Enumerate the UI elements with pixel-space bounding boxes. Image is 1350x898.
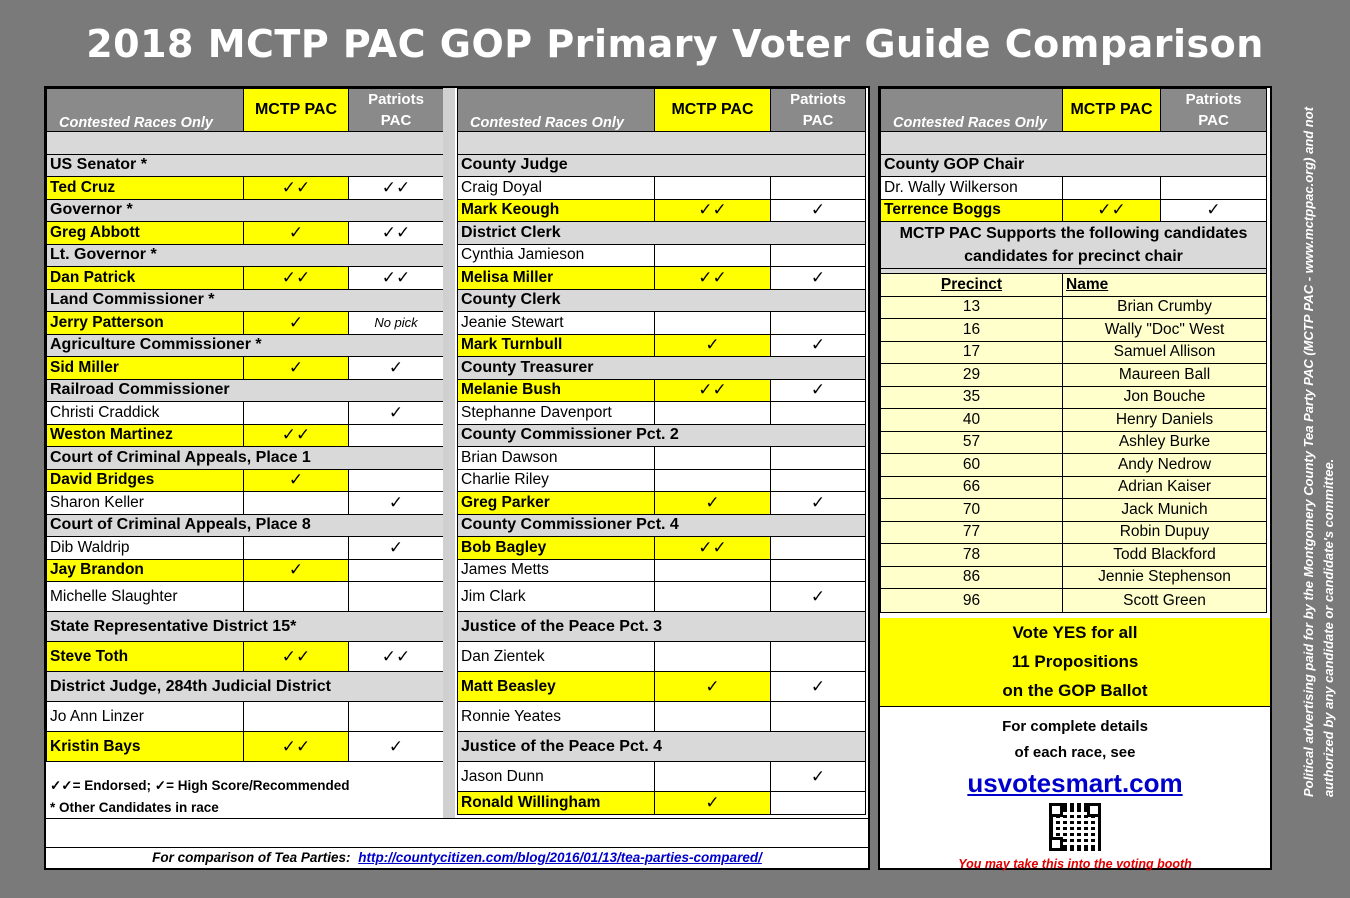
candidate-name: Jerry Patterson	[47, 312, 244, 335]
precinct-row	[881, 364, 1267, 387]
mctp-pick: ✓	[244, 559, 349, 582]
candidate-row	[47, 312, 444, 335]
header-patriots-pac	[349, 89, 444, 132]
precinct-number: 86	[881, 566, 1063, 589]
candidate-row	[458, 582, 866, 612]
mctp-pick	[244, 702, 349, 732]
race-title: County Treasurer	[458, 357, 866, 380]
patriots-pick	[349, 469, 444, 492]
mctp-pick: ✓✓	[655, 199, 771, 222]
candidate-name: Stephanne Davenport	[458, 402, 655, 425]
race-title: Governor *	[47, 199, 444, 222]
candidate-name: Ronnie Yeates	[458, 702, 655, 732]
candidate-name: Dan Patrick	[47, 267, 244, 290]
blank-row	[46, 818, 868, 848]
race-row	[47, 334, 444, 357]
candidate-row	[458, 177, 866, 200]
precinct-row	[881, 544, 1267, 567]
left-panel	[44, 86, 870, 870]
separator	[458, 132, 866, 155]
patriots-pick	[771, 244, 866, 267]
race-title: County GOP Chair	[881, 154, 1267, 177]
voting-booth-note: You may take this into the voting booth	[958, 857, 1192, 871]
candidate-name: Jay Brandon	[47, 559, 244, 582]
candidate-name: Matt Beasley	[458, 672, 655, 702]
race-row	[47, 514, 444, 537]
candidate-row	[47, 492, 444, 515]
gop-chair-table	[880, 88, 1267, 613]
separator-row	[458, 132, 866, 155]
precinct-number: 78	[881, 544, 1063, 567]
candidate-name: Melisa Miller	[458, 267, 655, 290]
race-row	[458, 154, 866, 177]
race-title: Justice of the Peace Pct. 4	[458, 732, 866, 762]
race-row	[458, 357, 866, 380]
candidate-name: Sharon Keller	[47, 492, 244, 515]
race-row	[47, 289, 444, 312]
candidate-name: Sid Miller	[47, 357, 244, 380]
separator-row	[47, 132, 444, 155]
race-title: Court of Criminal Appeals, Place 8	[47, 514, 444, 537]
candidate-name: James Metts	[458, 559, 655, 582]
header-row	[881, 89, 1267, 132]
mctp-pick	[655, 702, 771, 732]
candidate-row	[47, 267, 444, 290]
patriots-pick	[771, 469, 866, 492]
mctp-pick: ✓✓	[655, 267, 771, 290]
candidate-row	[47, 402, 444, 425]
precinct-row	[881, 476, 1267, 499]
mctp-pick	[655, 447, 771, 470]
side-disclaimer	[1289, 102, 1337, 802]
patriots-pick	[1161, 177, 1267, 200]
column-2	[457, 88, 866, 815]
mctp-pick: ✓✓	[1063, 199, 1161, 222]
patriots-pick: ✓	[349, 732, 444, 762]
mctp-pick: ✓✓	[244, 424, 349, 447]
candidate-row	[458, 334, 866, 357]
candidate-row	[47, 469, 444, 492]
patriots-pick	[771, 792, 866, 815]
candidate-name: Charlie Riley	[458, 469, 655, 492]
precinct-number: 16	[881, 319, 1063, 342]
mctp-pick	[244, 402, 349, 425]
precinct-row	[881, 589, 1267, 613]
vote-line-2: 11 Propositions	[1011, 652, 1139, 671]
precinct-row	[881, 566, 1267, 589]
race-row	[881, 154, 1267, 177]
candidate-name: Terrence Boggs	[881, 199, 1063, 222]
patriots-pick: ✓	[771, 582, 866, 612]
mctp-pick	[244, 582, 349, 612]
header-patriots-line2: PAC	[1198, 112, 1229, 129]
candidate-row	[458, 244, 866, 267]
race-row	[47, 379, 444, 402]
precinct-number: 70	[881, 499, 1063, 522]
details-box	[880, 714, 1270, 871]
patriots-pick	[771, 312, 866, 335]
precinct-chair-name: Wally "Doc" West	[1063, 319, 1267, 342]
candidate-row	[458, 199, 866, 222]
precinct-chair-name: Jack Munich	[1063, 499, 1267, 522]
mctp-pick	[655, 582, 771, 612]
race-row	[47, 672, 444, 702]
candidate-name: Christi Craddick	[47, 402, 244, 425]
precinct-number: 29	[881, 364, 1063, 387]
page-title: 2018 MCTP PAC GOP Primary Voter Guide Comparison	[86, 22, 1264, 66]
race-title: Justice of the Peace Pct. 3	[458, 612, 866, 642]
race-title: Court of Criminal Appeals, Place 1	[47, 447, 444, 470]
candidate-name: Ted Cruz	[47, 177, 244, 200]
candidate-name: Craig Doyal	[458, 177, 655, 200]
candidate-row	[458, 492, 866, 515]
right-panel	[878, 86, 1272, 870]
candidate-row	[458, 762, 866, 792]
candidate-row	[47, 424, 444, 447]
precinct-chair-name: Robin Dupuy	[1063, 521, 1267, 544]
precinct-chair-name: Maureen Ball	[1063, 364, 1267, 387]
candidate-name: Steve Toth	[47, 642, 244, 672]
candidate-row	[47, 222, 444, 245]
precinct-chair-name: Jennie Stephenson	[1063, 566, 1267, 589]
precinct-chair-name: Henry Daniels	[1063, 409, 1267, 432]
column-divider	[443, 88, 455, 818]
precinct-chair-name: Andy Nedrow	[1063, 454, 1267, 477]
candidate-row	[458, 672, 866, 702]
race-title: Land Commissioner *	[47, 289, 444, 312]
candidate-name: Kristin Bays	[47, 732, 244, 762]
candidate-row	[458, 792, 866, 815]
mctp-pick: ✓✓	[244, 177, 349, 200]
usvotesmart-link[interactable]: usvotesmart.com	[967, 768, 1183, 798]
candidate-name: Jim Clark	[458, 582, 655, 612]
patriots-pick: ✓	[771, 199, 866, 222]
mctp-pick: ✓✓	[244, 732, 349, 762]
precinct-row	[881, 386, 1267, 409]
candidate-row	[458, 402, 866, 425]
mctp-pick	[244, 537, 349, 560]
candidate-row	[47, 537, 444, 560]
vote-line-3: on the GOP Ballot	[1002, 681, 1148, 700]
header-row	[458, 89, 866, 132]
mctp-pick: ✓✓	[244, 642, 349, 672]
race-title: Agriculture Commissioner *	[47, 334, 444, 357]
mctp-pick: ✓✓	[655, 379, 771, 402]
mctp-pick	[1063, 177, 1161, 200]
precinct-header-row	[881, 274, 1267, 297]
precinct-row	[881, 296, 1267, 319]
mctp-pick	[655, 312, 771, 335]
race-title: County Commissioner Pct. 4	[458, 514, 866, 537]
footer-label: For comparison of Tea Parties:	[152, 850, 351, 865]
race-row	[458, 424, 866, 447]
candidate-row	[881, 177, 1267, 200]
race-row	[458, 514, 866, 537]
candidate-row	[47, 177, 444, 200]
races-table-2	[457, 88, 866, 815]
header-mctp-pac: MCTP PAC	[655, 89, 771, 132]
candidate-name: Michelle Slaughter	[47, 582, 244, 612]
precinct-row	[881, 454, 1267, 477]
race-title: District Clerk	[458, 222, 866, 245]
column-1	[46, 88, 444, 762]
footer-link[interactable]: http://countycitizen.com/blog/2016/01/13/tea-parties-compared/	[358, 850, 762, 865]
precinct-number: 96	[881, 589, 1063, 613]
race-row	[47, 154, 444, 177]
legend-endorsed: ✓✓= Endorsed; ✓= High Score/Recommended	[50, 778, 350, 793]
mctp-pick: ✓	[244, 469, 349, 492]
header-patriots-pac	[1161, 89, 1267, 132]
patriots-pick: ✓	[771, 762, 866, 792]
header-contested-races: Contested Races Only	[458, 89, 655, 132]
separator	[881, 132, 1267, 155]
race-row	[47, 244, 444, 267]
candidate-row	[47, 642, 444, 672]
race-title: County Clerk	[458, 289, 866, 312]
legend-asterisk: * Other Candidates in race	[50, 800, 219, 815]
separator	[47, 132, 444, 155]
race-title: Railroad Commissioner	[47, 379, 444, 402]
candidate-row	[458, 267, 866, 290]
precinct-number: 57	[881, 431, 1063, 454]
header-mctp-pac: MCTP PAC	[244, 89, 349, 132]
patriots-pick: ✓✓	[349, 222, 444, 245]
precinct-number: 66	[881, 476, 1063, 499]
candidate-row	[47, 702, 444, 732]
candidate-row	[458, 312, 866, 335]
candidate-name: Weston Martinez	[47, 424, 244, 447]
header-patriots-line2: PAC	[802, 112, 834, 129]
candidate-name: Melanie Bush	[458, 379, 655, 402]
candidate-name: Bob Bagley	[458, 537, 655, 560]
mctp-pick	[655, 244, 771, 267]
mctp-pick	[244, 492, 349, 515]
races-table-1	[46, 88, 444, 762]
mctp-pick: ✓	[655, 492, 771, 515]
candidate-row	[47, 357, 444, 380]
precinct-header: Precinct	[881, 274, 1063, 297]
support-line-2: candidates for precinct chair	[964, 248, 1183, 265]
patriots-pick	[349, 559, 444, 582]
precinct-row	[881, 499, 1267, 522]
race-row	[458, 732, 866, 762]
patriots-pick	[771, 537, 866, 560]
precinct-row	[881, 319, 1267, 342]
separator-row	[881, 132, 1267, 155]
patriots-pick	[771, 177, 866, 200]
precinct-number: 77	[881, 521, 1063, 544]
header-patriots-line1: Patriots	[1185, 91, 1242, 108]
details-line-2: of each race, see	[1014, 744, 1136, 761]
candidate-row	[47, 559, 444, 582]
header-contested-races: Contested Races Only	[881, 89, 1063, 132]
precinct-chair-name: Brian Crumby	[1063, 296, 1267, 319]
patriots-pick	[771, 447, 866, 470]
precinct-row	[881, 341, 1267, 364]
candidate-name: Dan Zientek	[458, 642, 655, 672]
race-title: District Judge, 284th Judicial District	[47, 672, 444, 702]
patriots-pick: ✓	[1161, 199, 1267, 222]
qr-code-icon[interactable]	[1049, 803, 1101, 851]
candidate-name: Dib Waldrip	[47, 537, 244, 560]
candidate-row	[47, 582, 444, 612]
mctp-pick: ✓	[655, 334, 771, 357]
candidate-row	[458, 559, 866, 582]
precinct-number: 17	[881, 341, 1063, 364]
patriots-pick: No pick	[349, 312, 444, 335]
patriots-pick	[349, 424, 444, 447]
mctp-pick: ✓	[655, 792, 771, 815]
race-row	[47, 612, 444, 642]
patriots-pick: ✓	[349, 492, 444, 515]
patriots-pick	[349, 582, 444, 612]
candidate-row	[458, 702, 866, 732]
precinct-chair-name: Adrian Kaiser	[1063, 476, 1267, 499]
propositions-box	[880, 618, 1270, 707]
race-title: County Commissioner Pct. 2	[458, 424, 866, 447]
header-row	[47, 89, 444, 132]
mctp-pick: ✓✓	[244, 267, 349, 290]
header-patriots-line1: Patriots	[368, 91, 424, 108]
patriots-pick	[771, 559, 866, 582]
precinct-row	[881, 409, 1267, 432]
mctp-pick	[655, 559, 771, 582]
candidate-name: David Bridges	[47, 469, 244, 492]
candidate-name: Mark Turnbull	[458, 334, 655, 357]
mctp-pick	[655, 469, 771, 492]
header-mctp-pac: MCTP PAC	[1063, 89, 1161, 132]
mctp-pick: ✓✓	[655, 537, 771, 560]
candidate-name: Jeanie Stewart	[458, 312, 655, 335]
patriots-pick: ✓	[349, 537, 444, 560]
mctp-pick: ✓	[244, 222, 349, 245]
candidate-name: Mark Keough	[458, 199, 655, 222]
patriots-pick	[771, 402, 866, 425]
header-patriots-line1: Patriots	[790, 91, 846, 108]
candidate-name: Brian Dawson	[458, 447, 655, 470]
race-title: Lt. Governor *	[47, 244, 444, 267]
details-line-1: For complete details	[1002, 718, 1148, 735]
candidate-row	[458, 379, 866, 402]
race-title: State Representative District 15*	[47, 612, 444, 642]
candidate-row	[458, 642, 866, 672]
patriots-pick: ✓	[349, 402, 444, 425]
precinct-number: 13	[881, 296, 1063, 319]
candidate-name: Cynthia Jamieson	[458, 244, 655, 267]
precinct-chair-name: Ashley Burke	[1063, 431, 1267, 454]
mctp-pick: ✓	[244, 357, 349, 380]
precinct-number: 40	[881, 409, 1063, 432]
patriots-pick: ✓	[771, 492, 866, 515]
mctp-pick	[655, 402, 771, 425]
patriots-pick: ✓	[349, 357, 444, 380]
candidate-name: Dr. Wally Wilkerson	[881, 177, 1063, 200]
race-row	[47, 199, 444, 222]
header-contested-races: Contested Races Only	[47, 89, 244, 132]
patriots-pick: ✓	[771, 379, 866, 402]
patriots-pick: ✓	[771, 672, 866, 702]
precinct-chair-name: Samuel Allison	[1063, 341, 1267, 364]
mctp-pick: ✓	[655, 672, 771, 702]
patriots-pick	[771, 642, 866, 672]
precinct-chair-name: Scott Green	[1063, 589, 1267, 613]
candidate-name: Jo Ann Linzer	[47, 702, 244, 732]
race-row	[47, 447, 444, 470]
support-note	[881, 222, 1267, 269]
legend	[50, 778, 350, 815]
race-title: US Senator *	[47, 154, 444, 177]
race-row	[458, 222, 866, 245]
precinct-number: 35	[881, 386, 1063, 409]
candidate-row	[458, 537, 866, 560]
candidate-name: Greg Parker	[458, 492, 655, 515]
precinct-row	[881, 521, 1267, 544]
footer	[46, 847, 868, 869]
mctp-pick	[655, 762, 771, 792]
header-patriots-line2: PAC	[380, 112, 412, 129]
candidate-name: Jason Dunn	[458, 762, 655, 792]
patriots-pick: ✓✓	[349, 642, 444, 672]
race-title: County Judge	[458, 154, 866, 177]
patriots-pick: ✓	[771, 334, 866, 357]
support-row	[881, 222, 1267, 269]
disclaimer-text: Political advertising paid for by the Montgomery County Tea Party PAC (MCTP PAC - www.mctppac.org) and not authorized by any candidate or candidate's committee.	[1301, 106, 1336, 797]
race-row	[458, 612, 866, 642]
mctp-pick	[655, 177, 771, 200]
candidate-row	[458, 469, 866, 492]
support-line-1: MCTP PAC Supports the following candidates	[899, 225, 1248, 242]
precinct-number: 60	[881, 454, 1063, 477]
candidate-name: Greg Abbott	[47, 222, 244, 245]
candidate-name: Ronald Willingham	[458, 792, 655, 815]
candidate-row	[458, 447, 866, 470]
patriots-pick: ✓✓	[349, 267, 444, 290]
vote-line-1: Vote YES for all	[1012, 623, 1138, 642]
candidate-row	[881, 199, 1267, 222]
patriots-pick: ✓✓	[349, 177, 444, 200]
patriots-pick: ✓	[771, 267, 866, 290]
patriots-pick	[349, 702, 444, 732]
header-patriots-pac	[771, 89, 866, 132]
name-header: Name	[1063, 274, 1267, 297]
precinct-chair-name: Todd Blackford	[1063, 544, 1267, 567]
race-row	[458, 289, 866, 312]
candidate-row	[47, 732, 444, 762]
precinct-chair-name: Jon Bouche	[1063, 386, 1267, 409]
mctp-pick	[655, 642, 771, 672]
patriots-pick	[771, 702, 866, 732]
precinct-row	[881, 431, 1267, 454]
mctp-pick: ✓	[244, 312, 349, 335]
